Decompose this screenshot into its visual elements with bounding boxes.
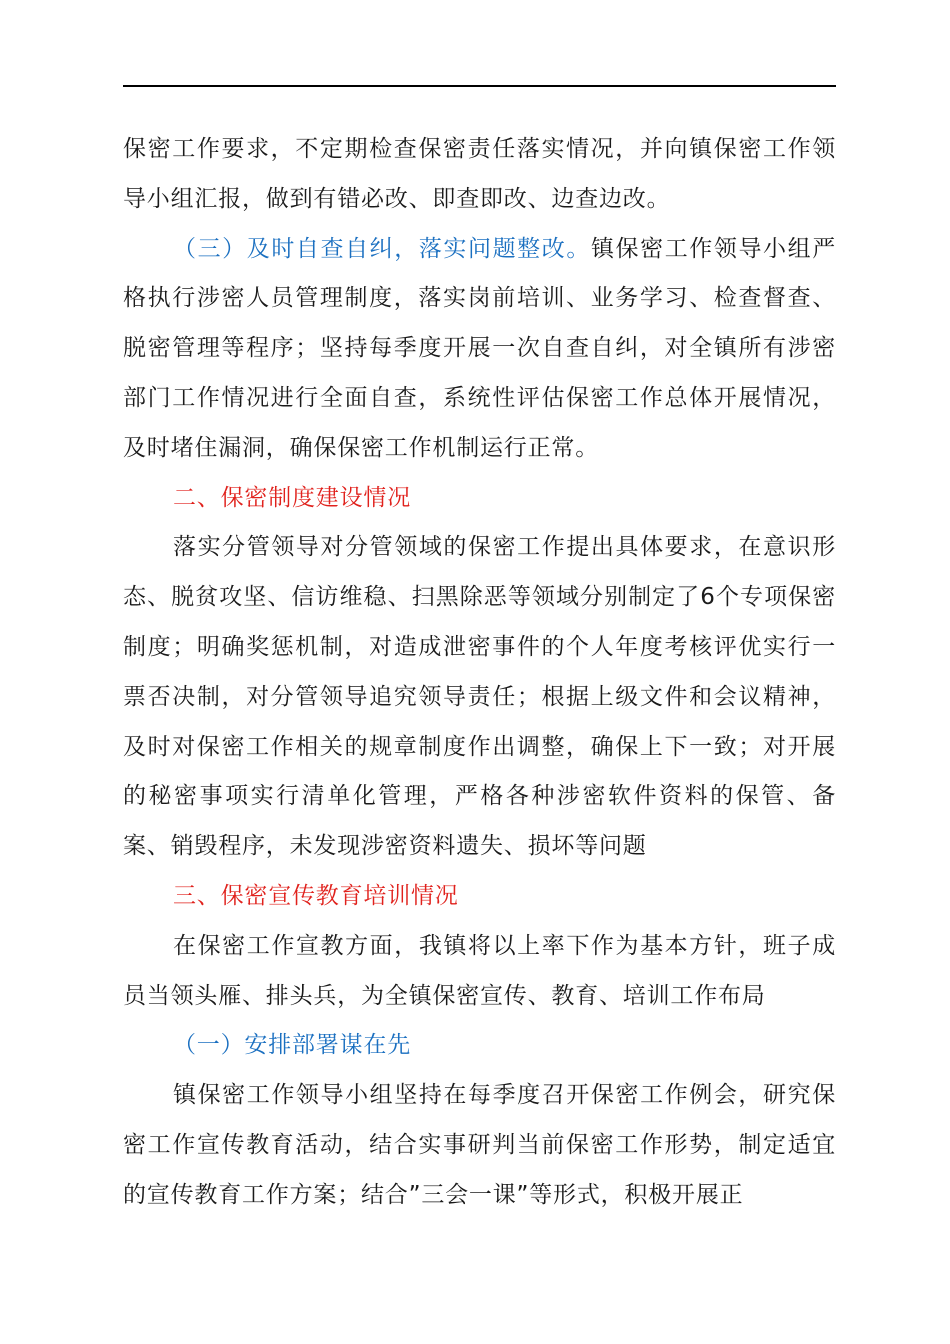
- subheading-text: （一）安排部署谋在先: [173, 1032, 411, 1059]
- paragraph-text: 镇保密工作领导小组坚持在每季度召开保密工作例会，研究保密工作宣传教育活动，结合实事研判当前保密工作形势，制定适宜的宣传教育工作方案；结合”三会一课”等形式，积极开展正: [123, 1082, 836, 1208]
- header-rule: [123, 85, 836, 87]
- paragraph-self-inspection: [123, 225, 836, 474]
- section-heading-system-building: [123, 474, 836, 524]
- paragraph-education-intro: [123, 922, 836, 1022]
- paragraph-text: 落实分管领导对分管领域的保密工作提出具体要求，在意识形态、脱贫攻坚、信访维稳、扫黑除恶等领域分别制定了6个专项保密制度；明确奖惩机制，对造成泄密事件的个人年度考核评优实行一票否决制，对分管领导追究领导责任；根据上级文件和会议精神，及时对保密工作相关的规章制度作出调整，确保上下一致；对开展的秘密事项实行清单化管理，严格各种涉密软件资料的保管、备案、销毁程序，未发现涉密资料遗失、损坏等问题: [123, 534, 836, 860]
- section-heading-text: 二、保密制度建设情况: [173, 484, 411, 511]
- paragraph-deployment: [123, 1071, 836, 1220]
- subheading-deployment: [123, 1021, 836, 1071]
- paragraph-continuation: [123, 125, 836, 225]
- section-heading-education-training: [123, 872, 836, 922]
- subheading-self-inspection: （三）及时自查自纠，落实问题整改。: [173, 235, 591, 262]
- paragraph-text: 镇保密工作领导小组严格执行涉密人员管理制度，落实岗前培训、业务学习、检查督查、脱密管理等程序；坚持每季度开展一次自查自纠，对全镇所有涉密部门工作情况进行全面自查，系统性评估保密工作总体开展情况，及时堵住漏洞，确保保密工作机制运行正常。: [123, 235, 836, 461]
- paragraph-system-building: [123, 523, 836, 872]
- paragraph-text: 在保密工作宣教方面，我镇将以上率下作为基本方针，班子成员当领头雁、排头兵，为全镇保密宣传、教育、培训工作布局: [123, 932, 836, 1009]
- section-heading-text: 三、保密宣传教育培训情况: [173, 882, 459, 909]
- document-body: [123, 125, 836, 1221]
- paragraph-text: 保密工作要求，不定期检查保密责任落实情况，并向镇保密工作领导小组汇报，做到有错必改、即查即改、边查边改。: [123, 136, 836, 212]
